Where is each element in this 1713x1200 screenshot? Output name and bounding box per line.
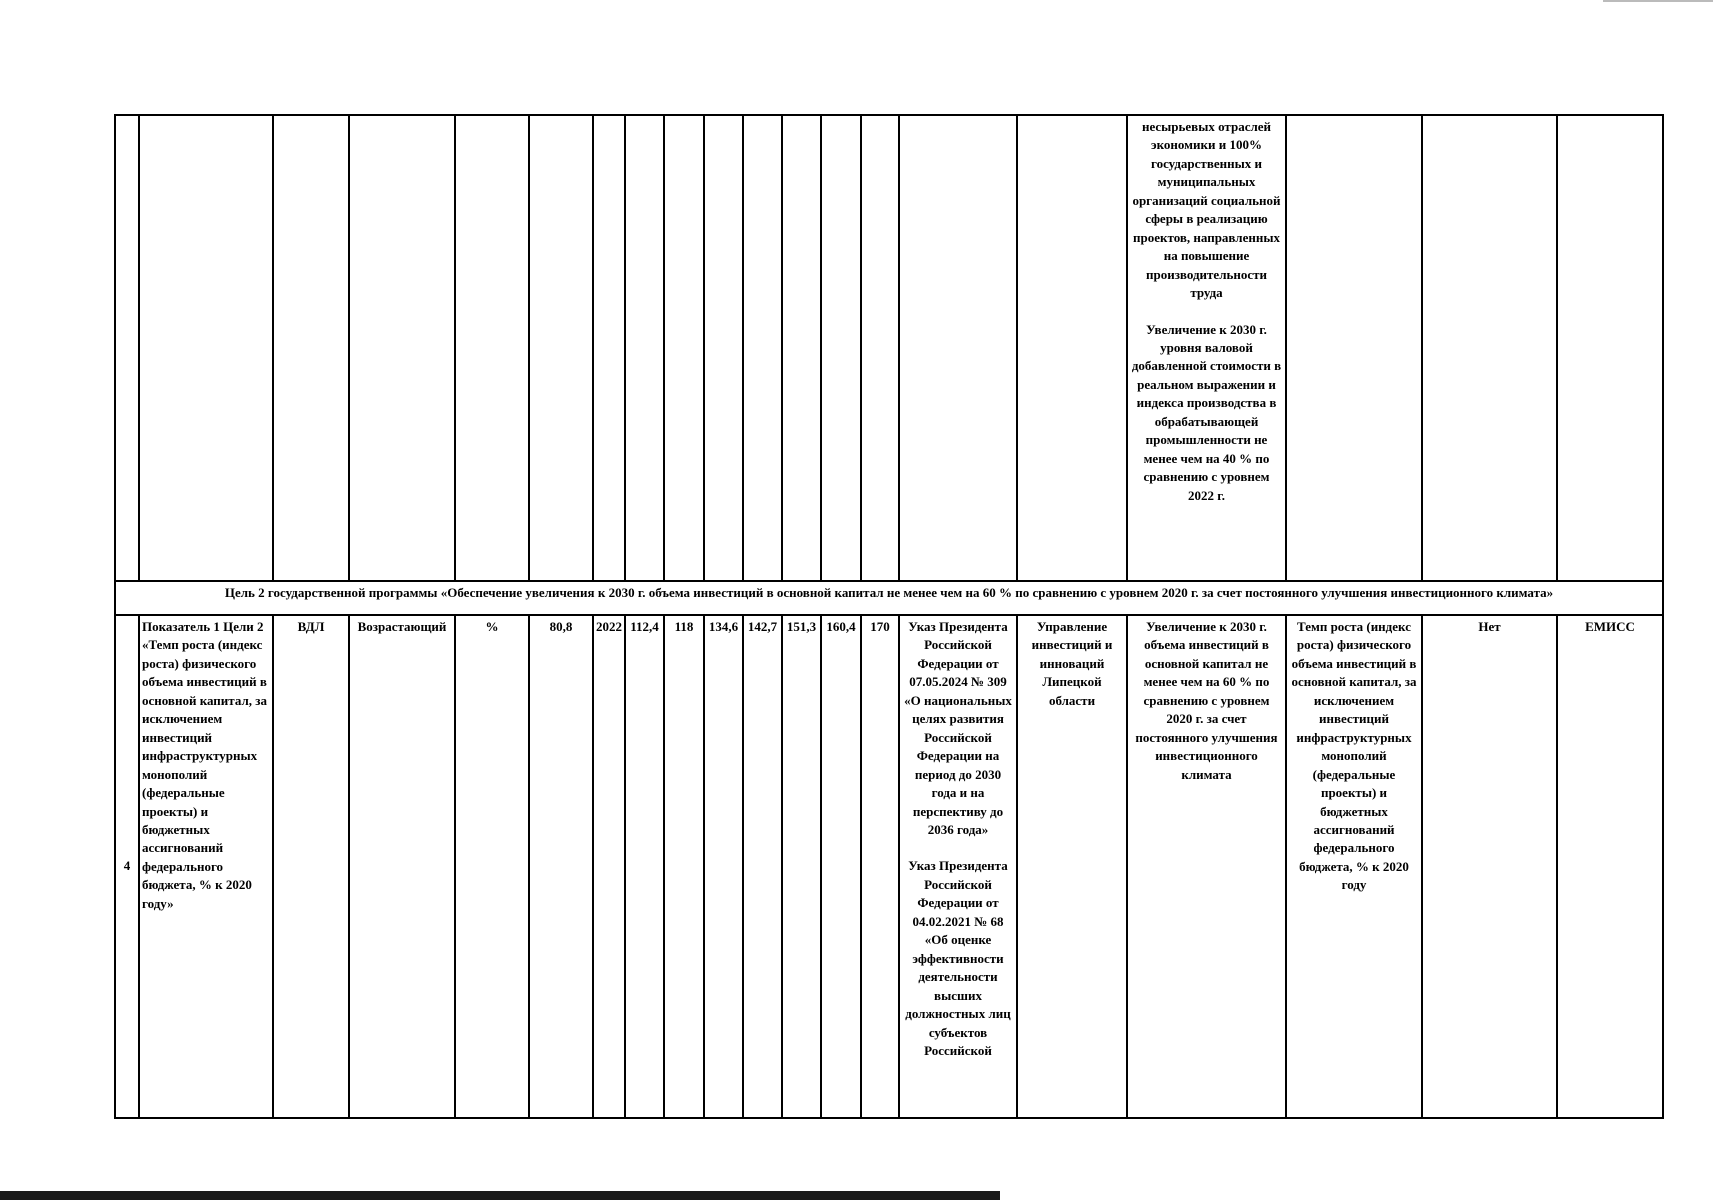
outcome-text-2: Увеличение к 2030 г. уровня валовой добавленной стоимости в реальном выражении и индекса производства в обрабатывающей промышленности не менее чем на 40 % по сравнению с уровнем 2022 г. — [1131, 321, 1282, 503]
scan-edge-mark — [1603, 0, 1713, 2]
gis-flag: Нет — [1422, 615, 1557, 1118]
responsible-body: Управление инвестиций и инноваций Липецкой области — [1017, 615, 1127, 1118]
indicator-trend: Возрастающий — [349, 615, 455, 1118]
value-year-7: 170 — [861, 615, 899, 1118]
value-year-4: 142,7 — [743, 615, 782, 1118]
document-text-1: Указ Президента Российской Федерации от 07.05.2024 № 309 «О национальных целях развития Российской Федерации на период до 2030 года и на перспективу до 2036 года» — [904, 619, 1012, 837]
indicator-name: Показатель 1 Цели 2 «Темп роста (индекс роста) физического объема инвестиций в основной капитал, за исключением инвестиций инфраструктурных монополий (федеральные проекты) и бюджетных ассигнований федерального бюджета, % к 2020 году» — [139, 615, 273, 1118]
value-year-5: 151,3 — [782, 615, 821, 1118]
document-basis — [899, 615, 1017, 1118]
value-year-1: 112,4 — [625, 615, 664, 1118]
value-year-3: 134,6 — [704, 615, 743, 1118]
related-indicator: Темп роста (индекс роста) физического объема инвестиций в основной капитал, за исключением инвестиций инфраструктурных монополий (федеральные проекты) и бюджетных ассигнований федерального бюджета, % к 2020 году — [1286, 615, 1422, 1118]
value-year-2: 118 — [664, 615, 704, 1118]
national-goal-continuation-cell — [1127, 115, 1286, 581]
row-number: 4 — [115, 615, 139, 1118]
document-text-2: Указ Президента Российской Федерации от 04.02.2021 № 68 «Об оценке эффективности деятельности высших должностных лиц субъектов Российской — [905, 858, 1011, 1058]
goal-row — [115, 581, 1663, 615]
goal-title: Цель 2 государственной программы «Обеспечение увеличения к 2030 г. объема инвестиций в основной капитал не менее чем на 60 % по сравнению с уровнем 2020 г. за счет постоянного улучшения инвестиционного климата» — [115, 581, 1663, 615]
indicators-table — [114, 114, 1664, 1119]
info-system: ЕМИСС — [1557, 615, 1663, 1118]
indicator-level: ВДЛ — [273, 615, 349, 1118]
scan-bottom-edge — [0, 1191, 1000, 1200]
value-year-6: 160,4 — [821, 615, 861, 1118]
indicator-unit: % — [455, 615, 529, 1118]
base-year: 2022 — [593, 615, 625, 1118]
national-goal: Увеличение к 2030 г. объема инвестиций в основной капитал не менее чем на 60 % по сравнению с уровнем 2020 г. за счет постоянного улучшения инвестиционного климата — [1127, 615, 1286, 1118]
continuation-row — [115, 115, 1663, 581]
indicator-row — [115, 615, 1663, 1118]
base-value: 80,8 — [529, 615, 593, 1118]
outcome-text-1: несырьевых отраслей экономики и 100% государственных и муниципальных организаций социальной сферы в реализацию проектов, направленных на повышение производительности труда — [1132, 119, 1281, 301]
